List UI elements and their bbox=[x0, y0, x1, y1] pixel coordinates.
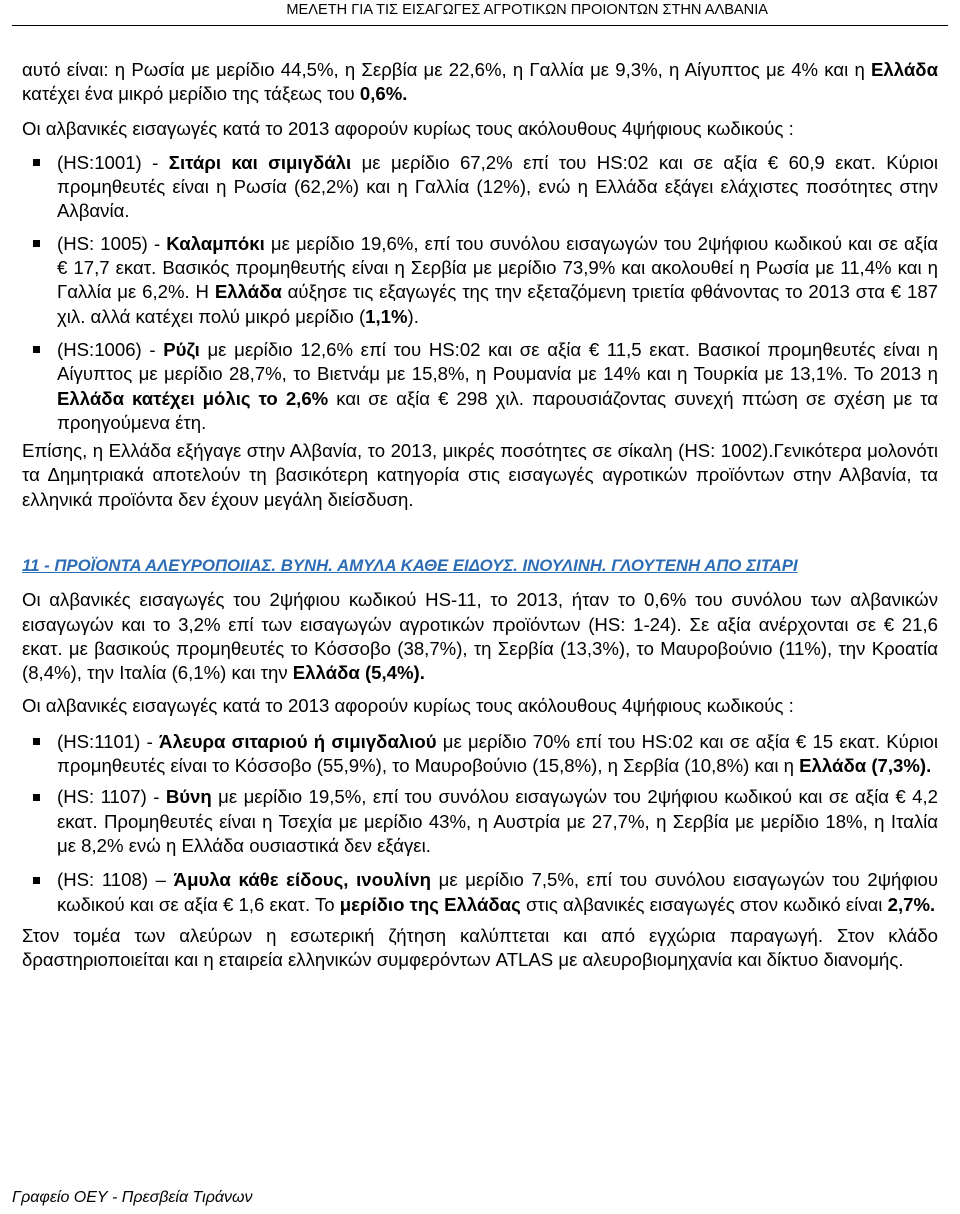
hs-code: (HS:1101) - bbox=[57, 730, 160, 752]
product-name: Σιτάρι και σιμιγδάλι bbox=[168, 151, 352, 173]
bold-run: Ελλάδα (5,4%). bbox=[292, 662, 425, 684]
bold-run: μερίδιο της Ελλάδας bbox=[339, 893, 521, 915]
bold-run: 0,6%. bbox=[359, 83, 408, 105]
product-name: Καλαμπόκι bbox=[166, 232, 265, 254]
square-bullet-icon bbox=[33, 240, 40, 247]
closing-paragraph: Στον τομέα των αλεύρων η εσωτερική ζήτηση καλύπτεται και από εγχώρια παραγωγή. Στον κλάδο δραστηριοποιείται και η εταιρεία ελληνικών συμφερόντων ATLAS με αλευροβιομηχανία και δίκτυο διανομής. bbox=[22, 924, 938, 971]
section-intro-paragraph bbox=[22, 588, 938, 685]
text-run: Οι αλβανικές εισαγωγές του 2ψήφιου κωδικού HS-11, το 2013, ήταν το 0,6% του συνόλου των αλβανικών εισαγωγών και το 3,2% επί των εισαγωγών αγροτικών προϊόντων (HS: 1-24). Σε αξία ανέρχονται σε € 21,6 εκατ. με βασικούς προμηθευτές το Κόσσοβο (38,7%), τη Σερβία (13,3%), το Μαυροβούνιο (11%), την Κροατία (8,4%), την Ιταλία (6,1%) και την bbox=[22, 589, 938, 684]
bullet-item-hs1006 bbox=[22, 338, 938, 435]
product-name: Ρύζι bbox=[163, 338, 200, 360]
bold-run: Ελλάδα bbox=[214, 281, 282, 303]
bullet-item-hs1107 bbox=[22, 785, 938, 858]
running-header-title: ΜΕΛΕΤΗ ΓΙΑ ΤΙΣ ΕΙΣΑΓΩΓΕΣ ΑΓΡΟΤΙΚΩΝ ΠΡΟΙΟΝΤΩΝ ΣΤΗΝ ΑΛΒΑΝΙΑ bbox=[286, 2, 768, 18]
item-text: με μερίδιο 7,5%, επί του συνόλου εισαγωγών του 2ψήφιου κωδικού και σε αξία € 1,6 εκατ. Το bbox=[57, 869, 938, 915]
hs-code: (HS:1006) - bbox=[57, 338, 164, 360]
bold-run: 2,7%. bbox=[887, 893, 936, 915]
item-text: αύξησε τις εξαγωγές της την εξεταζόμενη τριετία φθάνοντας το 2013 στα € 187 χιλ. αλλά κατέχει πολύ μικρό μερίδιο ( bbox=[57, 281, 939, 327]
item-text: ). bbox=[407, 305, 419, 327]
closing-paragraph: Επίσης, η Ελλάδα εξήγαγε στην Αλβανία, το 2013, μικρές ποσότητες σε σίκαλη (HS: 1002).Γενικότερα μολονότι τα Δημητριακά αποτελούν τη βασικότερη κατηγορία στις εισαγωγές αγροτικών προϊόντων στην Αλβανία, τα ελληνικά προϊόντα δεν έχουν μεγάλη διείσδυση. bbox=[22, 440, 938, 510]
square-bullet-icon bbox=[33, 794, 40, 801]
text-run: κατέχει ένα μικρό μερίδιο της τάξεως του bbox=[22, 83, 360, 105]
product-name: Άμυλα κάθε είδους, ινουλίνη bbox=[173, 869, 431, 891]
bullet-item-hs1005 bbox=[22, 232, 938, 329]
square-bullet-icon bbox=[33, 346, 40, 353]
square-bullet-icon bbox=[33, 738, 40, 745]
hs-code: (HS: 1005) - bbox=[57, 232, 167, 254]
hs-code: (HS: 1108) – bbox=[57, 869, 174, 891]
item-text: και σε αξία € 298 χιλ. παρουσιάζοντας συνεχή πτώση σε σχέση με τα προηγούμενα έτη. bbox=[57, 387, 938, 433]
document-body bbox=[22, 58, 938, 973]
bold-run: Ελλάδα bbox=[871, 59, 938, 80]
bold-run: Ελλάδα κατέχει μόλις το 2,6% bbox=[57, 387, 329, 409]
codes-lead-paragraph: Οι αλβανικές εισαγωγές κατά το 2013 αφορούν κυρίως τους ακόλουθους 4ψήφιους κωδικούς : bbox=[22, 695, 794, 717]
bold-run: Ελλάδα (7,3%). bbox=[799, 755, 932, 777]
hs-code: (HS: 1107) - bbox=[57, 786, 166, 808]
bold-run: 1,1% bbox=[365, 305, 408, 327]
bullet-item-hs1108 bbox=[22, 868, 938, 917]
codes-lead-paragraph: Οι αλβανικές εισαγωγές κατά το 2013 αφορούν κυρίως τους ακόλουθους 4ψήφιους κωδικούς : bbox=[22, 117, 794, 139]
product-name: Άλευρα σιταριού ή σιμιγδαλιού bbox=[159, 730, 437, 752]
item-text: με μερίδιο 67,2% επί του HS:02 και σε αξία € 60,9 εκατ. Κύριοι προμηθευτές είναι η Ρωσία (62,2%) και η Γαλλία (12%), ενώ η Ελλάδα εξάγει ελάχιστες ποσότητες στην Αλβανία. bbox=[57, 151, 938, 222]
bullet-item-hs1001 bbox=[22, 151, 938, 224]
header-divider bbox=[12, 25, 948, 26]
text-run: αυτό είναι: η Ρωσία με μερίδιο 44,5%, η Σερβία με 22,6%, η Γαλλία με 9,3%, η Αίγυπτος με 4% και η bbox=[22, 59, 871, 80]
product-name: Βύνη bbox=[165, 786, 212, 808]
square-bullet-icon bbox=[33, 159, 40, 166]
bullet-item-hs1101 bbox=[22, 730, 938, 779]
item-text: με μερίδιο 19,5%, επί του συνόλου εισαγωγών του 2ψήφιου κωδικού και σε αξία € 4,2 εκατ. Προμηθευτές είναι η Τσεχία με μερίδιο 43%, η Αυστρία με 27,7%, η Σερβία με μερίδιο 18%, η Ιταλία με 8,2% ενώ η Ελλάδα ουσιαστικά δεν εξάγει. bbox=[57, 786, 938, 857]
section-heading: 11 - ΠΡΟΪΟΝΤΑ ΑΛΕΥΡΟΠΟΙΙΑΣ. ΒΥΝΗ. ΑΜΥΛΑ ΚΑΘΕ ΕΙΔΟΥΣ. ΙΝΟΥΛΙΝΗ. ΓΛΟΥΤΕΝΗ ΑΠΟ ΣΙΤΑΡΙ bbox=[22, 556, 798, 576]
item-text: στις αλβανικές εισαγωγές στον κωδικό είναι bbox=[520, 893, 888, 915]
item-text: με μερίδιο 70% επί του HS:02 και σε αξία € 15 εκατ. Κύριοι προμηθευτές είναι το Κόσσοβο (55,9%), το Μαυροβούνιο (15,8%), η Σερβία (10,8%) και η bbox=[57, 730, 938, 777]
item-text: με μερίδιο 19,6%, επί του συνόλου εισαγωγών του 2ψήφιου κωδικού και σε αξία € 17,7 εκατ. Βασικός προμηθευτής είναι η Σερβία με μερίδιο 73,9% και ακολουθεί η Ρωσία με 11,4% και η Γαλλία με 6,2%. Η bbox=[57, 232, 938, 303]
intro-paragraph bbox=[22, 58, 938, 107]
page-footer: Γραφείο ΟΕΥ - Πρεσβεία Τιράνων bbox=[12, 1189, 253, 1206]
item-text: με μερίδιο 12,6% επί του HS:02 και σε αξία € 11,5 εκατ. Βασικοί προμηθευτές είναι η Αίγυπτος με μερίδιο 28,7%, το Βιετνάμ με 15,8%, η Ρουμανία με 14% και η Τουρκία με 13,1%. Το 2013 η bbox=[57, 338, 938, 385]
square-bullet-icon bbox=[33, 877, 40, 884]
hs-code: (HS:1001) - bbox=[57, 151, 169, 173]
